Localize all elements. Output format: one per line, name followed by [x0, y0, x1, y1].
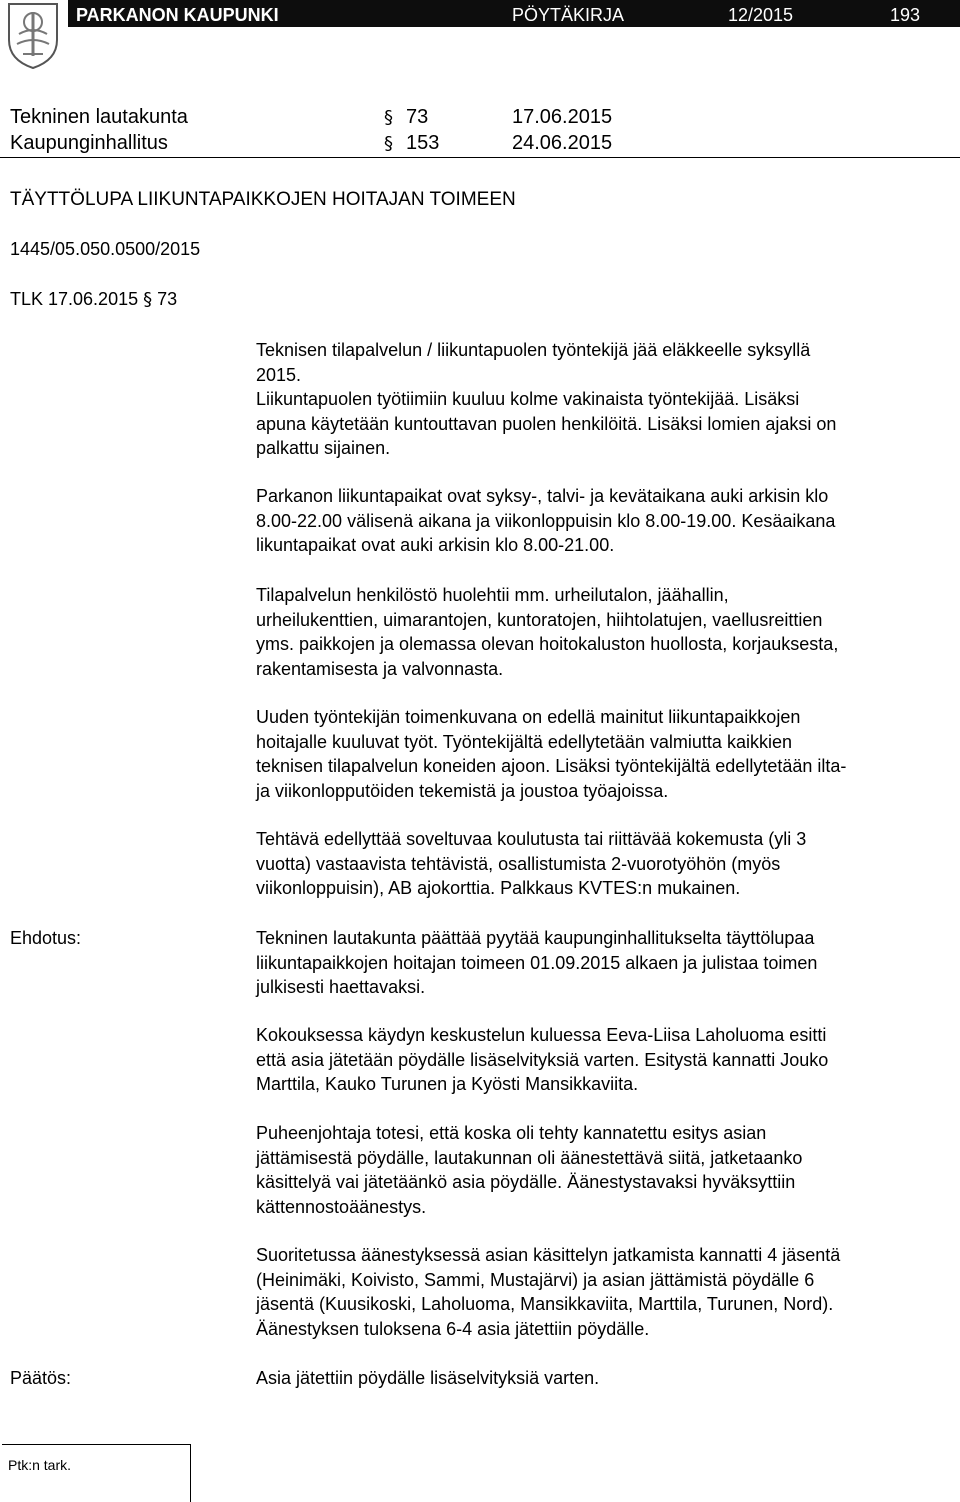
paragraph-line: liikuntapaikkojen hoitajan toimeen 01.09.2015 alkaen ja julistaa toimen [256, 952, 818, 973]
proposal-label: Ehdotus: [10, 928, 82, 948]
discussion-paragraph [256, 1023, 956, 1097]
paragraph-line: Marttila, Kauko Turunen ja Kyösti Mansikkaviita. [256, 1074, 639, 1094]
record-id: 1445/05.050.0500/2015 [10, 239, 201, 259]
paragraph-line: 8.00-22.00 välisenä aikana ja viikonloppuisin klo 8.00-19.00. Kesäaikana [256, 510, 836, 531]
section-sign: § [384, 107, 393, 128]
footer-box [2, 1444, 191, 1502]
meeting-body: Tekninen lautakunta [10, 106, 188, 128]
paragraph-line: Tekninen lautakunta päättää pyytää kaupunginhallitukselta täyttölupaa [256, 928, 815, 948]
paragraph-line: Uuden työntekijän toimenkuvana on edellä mainitut liikuntapaikkojen [256, 707, 801, 727]
page-header [0, 0, 960, 32]
paragraph-line: käsittelyä vai jätetäänkö asia pöydälle. Äänestystavaksi hyväksyttiin [256, 1172, 796, 1192]
paragraph-line: Tehtävä edellyttää soveltuvaa koulutusta tai riittävää kokemusta (yli 3 [256, 829, 807, 849]
paragraph-line: jättämisestä pöydälle, lautakunnan oli äänestettävä siitä, jatketaanko [256, 1147, 803, 1168]
paragraph-line: että asia jätetään pöydälle lisäselvityksiä varten. Esitystä kannatti Jouko [256, 1049, 829, 1070]
paragraph-line: 2015. [256, 364, 302, 385]
paragraph-line: ja viikonlopputöiden tekemistä ja joustoa työajoissa. [256, 780, 669, 801]
paragraph-line: Parkanon liikuntapaikat ovat syksy-, talvi- ja kevätaikana auki arkisin klo [256, 486, 829, 506]
section-sign: § [143, 289, 153, 310]
decision-label: Päätös: [10, 1368, 72, 1388]
discussion-paragraph [256, 1121, 956, 1219]
meeting-date: 17.06.2015 [512, 106, 613, 128]
paragraph [256, 338, 956, 461]
paragraph-line: Äänestyksen tuloksena 6-4 asia jätettiin pöydälle. [256, 1318, 650, 1339]
divider [0, 157, 960, 158]
paragraph [256, 583, 956, 681]
paragraph-line: yms. paikkojen ja olemassa olevan hoitokaluston huollosta, korjauksesta, [256, 634, 839, 654]
paragraph-line: apuna käytetään kuntouttavan puolen henkilöitä. Lisäksi lomien ajaksi on [256, 413, 837, 434]
tlk-prefix: TLK 17.06.2015 [10, 289, 139, 309]
section-sign: § [384, 133, 393, 154]
paragraph-line: Liikuntapuolen työtiimiin kuuluu kolme vakinaista työntekijää. Lisäksi [256, 389, 800, 409]
paragraph-line: kättennostoäänestys. [256, 1196, 427, 1217]
doc-number: 12/2015 [728, 5, 794, 25]
paragraph [256, 827, 956, 901]
tlk-reference [10, 287, 177, 312]
doc-type: PÖYTÄKIRJA [512, 5, 625, 25]
decision-text [256, 1366, 956, 1391]
paragraph-line: Kokouksessa käydyn keskustelun kuluessa Eeva-Liisa Laholuoma esitti [256, 1025, 827, 1045]
paragraph-line: Teknisen tilapalvelun / liikuntapuolen työntekijä jää eläkkeelle syksyllä [256, 340, 811, 360]
paragraph-line: urheilukenttien, uimarantojen, kuntoratojen, hiihtolatujen, vaellusreittien [256, 609, 823, 630]
meeting-date: 24.06.2015 [512, 132, 613, 154]
meeting-body: Kaupunginhallitus [10, 132, 168, 154]
paragraph-line: likuntapaikat ovat auki arkisin klo 8.00-21.00. [256, 535, 615, 555]
footer-text: Ptk:n tark. [8, 1457, 72, 1473]
tlk-number: 73 [157, 289, 178, 309]
paragraph-line: (Heinimäki, Koivisto, Sammi, Mustajärvi) ja asian jättämistä pöydälle 6 [256, 1269, 815, 1290]
paragraph-line: Suoritetussa äänestyksessä asian käsittelyn jatkamista kannatti 4 jäsentä [256, 1245, 841, 1265]
paragraph [256, 484, 956, 558]
page-title: TÄYTTÖLUPA LIIKUNTAPAIKKOJEN HOITAJAN TOIMEEN [10, 189, 516, 210]
proposal-text [256, 926, 956, 1000]
paragraph-line: teknisen tilapalvelun koneiden ajoon. Lisäksi työntekijältä edellytetään ilta- [256, 756, 847, 776]
paragraph-line: rakentamisesta ja valvonnasta. [256, 658, 504, 679]
paragraph-line: Tilapalvelun henkilöstö huolehtii mm. urheilutalon, jäähallin, [256, 585, 729, 605]
meeting-section: 73 [406, 106, 429, 128]
paragraph-line: Puheenjohtaja totesi, että koska oli tehty kannatettu esitys asian [256, 1123, 767, 1143]
meeting-section: 153 [406, 132, 440, 154]
paragraph-line: viikonloppuisin), AB ajokorttia. Palkkaus KVTES:n mukainen. [256, 878, 741, 898]
paragraph-line: Asia jätettiin pöydälle lisäselvityksiä varten. [256, 1368, 600, 1388]
paragraph-line: julkisesti haettavaksi. [256, 977, 426, 997]
discussion-paragraph [256, 1243, 956, 1341]
paragraph [256, 705, 956, 803]
paragraph-line: palkattu sijainen. [256, 438, 391, 458]
page-number: 193 [890, 5, 921, 25]
paragraph-line: jäsentä (Kuusikoski, Laholuoma, Mansikkaviita, Marttila, Turunen, Nord). [256, 1294, 834, 1314]
org-name: PARKANON KAUPUNKI [76, 5, 279, 25]
city-coat-of-arms-icon [3, 0, 63, 70]
paragraph-line: hoitajalle kuuluvat työt. Työntekijältä edellytetään valmiutta kaikkien [256, 731, 792, 752]
paragraph-line: vuotta) vastaavista tehtävistä, osallistumista 2-vuorotyöhön (myös [256, 853, 781, 874]
